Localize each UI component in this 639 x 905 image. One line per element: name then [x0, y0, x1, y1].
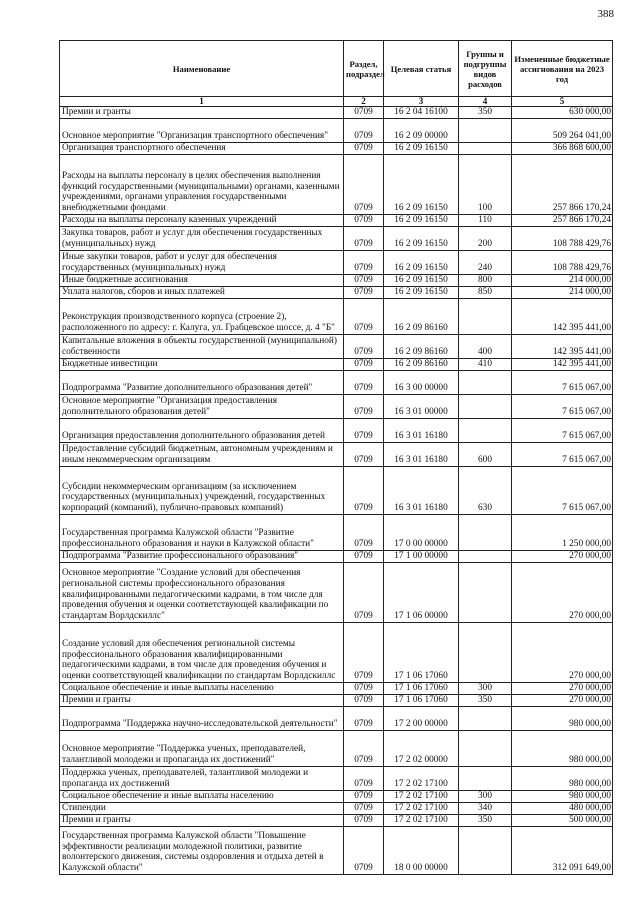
- row-section: 0709: [344, 299, 384, 335]
- row-amount: 980 000,00: [512, 767, 613, 791]
- row-name: Государственная программа Калужской области "Повышение эффективности реализации молодежной политики, развитие волонтерского движения, системы оздоровления и отдыха детей в Калужской области": [60, 827, 344, 875]
- row-name: Уплата налогов, сборов и иных платежей: [60, 287, 344, 299]
- row-name: Субсидии некоммерческим организациям (за исключением государственных (муниципальных) учреждений, государственных корпораций (компаний), публично-правовых компаний): [60, 467, 344, 515]
- row-amount: 108 788 429,76: [512, 251, 613, 275]
- row-section: 0709: [344, 827, 384, 875]
- table-row: [60, 515, 613, 551]
- row-amount: 270 000,00: [512, 563, 613, 623]
- row-group: 100: [459, 155, 512, 215]
- column-number: 4: [459, 97, 512, 107]
- row-amount: 7 615 067,00: [512, 467, 613, 515]
- row-group: 350: [459, 107, 512, 119]
- row-amount: 500 000,00: [512, 815, 613, 827]
- row-name: Реконструкция производственного корпуса (строение 2), расположенного по адресу: г. Калуга, ул. Грабцевское шоссе, д. 4 "Б": [60, 299, 344, 335]
- row-section: 0709: [344, 683, 384, 695]
- row-amount: 480 000,00: [512, 803, 613, 815]
- row-group: 800: [459, 275, 512, 287]
- row-name: Социальное обеспечение и иные выплаты населению: [60, 683, 344, 695]
- column-number: 5: [512, 97, 613, 107]
- row-group: 850: [459, 287, 512, 299]
- table-row: [60, 275, 613, 287]
- table-row: [60, 359, 613, 371]
- row-name: Расходы на выплаты персоналу казенных учреждений: [60, 215, 344, 227]
- table-row: [60, 395, 613, 419]
- row-article: 16 2 09 16150: [384, 227, 459, 251]
- row-amount: 142 395 441,00: [512, 335, 613, 359]
- row-article: 17 0 00 00000: [384, 515, 459, 551]
- row-article: 18 0 00 00000: [384, 827, 459, 875]
- row-amount: 1 250 000,00: [512, 515, 613, 551]
- table-row: [60, 443, 613, 467]
- row-amount: 7 615 067,00: [512, 371, 613, 395]
- table-row: [60, 227, 613, 251]
- row-amount: 7 615 067,00: [512, 419, 613, 443]
- row-section: 0709: [344, 275, 384, 287]
- row-section: 0709: [344, 215, 384, 227]
- row-article: 16 3 00 00000: [384, 371, 459, 395]
- row-article: 16 2 09 86160: [384, 359, 459, 371]
- row-article: 16 2 09 16150: [384, 143, 459, 155]
- row-name: Подпрограмма "Поддержка научно-исследовательской деятельности": [60, 707, 344, 731]
- row-article: 17 2 02 17100: [384, 803, 459, 815]
- row-amount: 214 000,00: [512, 275, 613, 287]
- row-name: Государственная программа Калужской области "Развитие профессионального образования и науки в Калужской области": [60, 515, 344, 551]
- row-section: 0709: [344, 155, 384, 215]
- row-amount: 980 000,00: [512, 731, 613, 767]
- row-article: 17 1 06 17060: [384, 695, 459, 707]
- row-name: Подпрограмма "Развитие дополнительного образования детей": [60, 371, 344, 395]
- row-amount: 630 000,00: [512, 107, 613, 119]
- row-section: 0709: [344, 395, 384, 419]
- row-group: [459, 419, 512, 443]
- row-name: Основное мероприятие "Организация предоставления дополнительного образования детей": [60, 395, 344, 419]
- row-section: 0709: [344, 251, 384, 275]
- row-group: 240: [459, 251, 512, 275]
- table-row: [60, 731, 613, 767]
- row-amount: 366 868 600,00: [512, 143, 613, 155]
- row-article: 16 2 09 00000: [384, 119, 459, 143]
- row-section: 0709: [344, 467, 384, 515]
- row-group: 350: [459, 815, 512, 827]
- row-article: 17 2 00 00000: [384, 707, 459, 731]
- row-group: 630: [459, 467, 512, 515]
- row-article: 17 1 06 00000: [384, 563, 459, 623]
- row-section: 0709: [344, 227, 384, 251]
- row-group: [459, 707, 512, 731]
- row-section: 0709: [344, 287, 384, 299]
- row-group: [459, 827, 512, 875]
- row-section: 0709: [344, 551, 384, 563]
- table-row: [60, 815, 613, 827]
- row-name: Иные бюджетные ассигнования: [60, 275, 344, 287]
- table-row: [60, 623, 613, 683]
- table-row: [60, 707, 613, 731]
- row-name: Иные закупки товаров, работ и услуг для обеспечения государственных (муниципальных) нужд: [60, 251, 344, 275]
- row-article: 16 3 01 16180: [384, 443, 459, 467]
- row-section: 0709: [344, 695, 384, 707]
- row-section: 0709: [344, 563, 384, 623]
- table-row: [60, 767, 613, 791]
- column-number: 3: [384, 97, 459, 107]
- table-row: [60, 215, 613, 227]
- row-section: 0709: [344, 515, 384, 551]
- table-row: [60, 299, 613, 335]
- row-section: 0709: [344, 371, 384, 395]
- row-amount: 270 000,00: [512, 623, 613, 683]
- row-amount: 142 395 441,00: [512, 359, 613, 371]
- table-row: [60, 563, 613, 623]
- row-group: [459, 299, 512, 335]
- row-name: Расходы на выплаты персоналу в целях обеспечения выполнения функций государственными (муниципальными) органами, казенными учреждениями, органами управления государственными внебюджетными фондами: [60, 155, 344, 215]
- row-amount: 7 615 067,00: [512, 395, 613, 419]
- row-group: 110: [459, 215, 512, 227]
- table-row: [60, 107, 613, 119]
- row-amount: 7 615 067,00: [512, 443, 613, 467]
- row-section: 0709: [344, 767, 384, 791]
- row-amount: 980 000,00: [512, 791, 613, 803]
- row-name: Организация предоставления дополнительного образования детей: [60, 419, 344, 443]
- row-section: 0709: [344, 419, 384, 443]
- header-groups: Группы и подгруппы видов расходов: [459, 41, 512, 97]
- row-group: [459, 395, 512, 419]
- row-article: 16 2 04 16100: [384, 107, 459, 119]
- row-section: 0709: [344, 731, 384, 767]
- header-article: Целевая статья: [384, 41, 459, 97]
- row-section: 0709: [344, 143, 384, 155]
- row-name: Подпрограмма "Развитие профессионального образования": [60, 551, 344, 563]
- row-group: [459, 515, 512, 551]
- table-row: [60, 119, 613, 143]
- table-row: [60, 695, 613, 707]
- row-group: 300: [459, 683, 512, 695]
- row-section: 0709: [344, 119, 384, 143]
- row-article: 16 2 09 16150: [384, 215, 459, 227]
- table-row: [60, 467, 613, 515]
- row-article: 16 2 09 16150: [384, 287, 459, 299]
- row-amount: 270 000,00: [512, 695, 613, 707]
- column-number: 2: [344, 97, 384, 107]
- row-article: 16 2 09 16150: [384, 251, 459, 275]
- row-group: 410: [459, 359, 512, 371]
- row-amount: 257 866 170,24: [512, 215, 613, 227]
- row-amount: 312 091 649,00: [512, 827, 613, 875]
- row-amount: 142 395 441,00: [512, 299, 613, 335]
- row-article: 16 3 01 16180: [384, 419, 459, 443]
- row-article: 16 2 09 16150: [384, 275, 459, 287]
- row-name: Стипендии: [60, 803, 344, 815]
- row-section: 0709: [344, 107, 384, 119]
- table-row: [60, 335, 613, 359]
- page-number: 388: [597, 8, 614, 20]
- row-name: Премии и гранты: [60, 107, 344, 119]
- row-section: 0709: [344, 443, 384, 467]
- row-amount: 270 000,00: [512, 683, 613, 695]
- row-group: 600: [459, 443, 512, 467]
- row-amount: 257 866 170,24: [512, 155, 613, 215]
- row-group: [459, 371, 512, 395]
- row-article: 17 1 06 17060: [384, 623, 459, 683]
- row-group: [459, 767, 512, 791]
- row-group: [459, 119, 512, 143]
- table-body: [60, 107, 613, 875]
- row-section: 0709: [344, 623, 384, 683]
- row-article: 17 2 02 17100: [384, 767, 459, 791]
- row-name: Поддержка ученых, преподавателей, талантливой молодежи и пропаганда их достижений: [60, 767, 344, 791]
- row-amount: 214 000,00: [512, 287, 613, 299]
- table-row: [60, 827, 613, 875]
- row-group: [459, 731, 512, 767]
- row-amount: 980 000,00: [512, 707, 613, 731]
- row-amount: 509 264 041,00: [512, 119, 613, 143]
- column-number: 1: [60, 97, 344, 107]
- row-name: Бюджетные инвестиции: [60, 359, 344, 371]
- table-row: [60, 419, 613, 443]
- row-amount: 270 000,00: [512, 551, 613, 563]
- row-amount: 108 788 429,76: [512, 227, 613, 251]
- header-name: Наименование: [60, 41, 344, 97]
- row-name: Премии и гранты: [60, 695, 344, 707]
- row-name: Основное мероприятие "Создание условий для обеспечения региональной системы профессионального образования квалифицированными педагогическими кадрами, в том числе для проведения обучения и оценки соответствующей квалификации по стандартам Ворлдскиллс": [60, 563, 344, 623]
- row-section: 0709: [344, 815, 384, 827]
- table-row: [60, 155, 613, 215]
- row-group: 200: [459, 227, 512, 251]
- row-name: Организация транспортного обеспечения: [60, 143, 344, 155]
- row-group: 340: [459, 803, 512, 815]
- table-row: [60, 803, 613, 815]
- row-name: Социальное обеспечение и иные выплаты населению: [60, 791, 344, 803]
- table-row: [60, 143, 613, 155]
- header-section: Раздел, подраздел: [344, 41, 384, 97]
- row-section: 0709: [344, 803, 384, 815]
- table-row: [60, 371, 613, 395]
- row-name: Основное мероприятие "Поддержка ученых, преподавателей, талантливой молодежи и пропаганда их достижений": [60, 731, 344, 767]
- row-name: Создание условий для обеспечения региональной системы профессионального образования квалифицированными педагогическими кадрами, в том числе для проведения обучения и оценки соответствующей квалификации по стандартам Ворлдскиллс: [60, 623, 344, 683]
- row-section: 0709: [344, 359, 384, 371]
- row-article: 17 2 02 00000: [384, 731, 459, 767]
- row-group: [459, 623, 512, 683]
- row-name: Предоставление субсидий бюджетным, автономным учреждениям и иным некоммерческим организациям: [60, 443, 344, 467]
- table-row: [60, 683, 613, 695]
- row-article: 16 2 09 16150: [384, 155, 459, 215]
- row-article: 16 3 01 00000: [384, 395, 459, 419]
- row-article: 16 2 09 86160: [384, 299, 459, 335]
- table-row: [60, 791, 613, 803]
- row-group: 300: [459, 791, 512, 803]
- row-group: [459, 563, 512, 623]
- row-group: [459, 143, 512, 155]
- row-article: 17 2 02 17100: [384, 791, 459, 803]
- row-section: 0709: [344, 791, 384, 803]
- row-group: 350: [459, 695, 512, 707]
- row-name: Капитальные вложения в объекты государственной (муниципальной) собственности: [60, 335, 344, 359]
- row-section: 0709: [344, 335, 384, 359]
- table-row: [60, 287, 613, 299]
- row-article: 16 2 09 86160: [384, 335, 459, 359]
- table-row: [60, 251, 613, 275]
- row-article: 17 1 06 17060: [384, 683, 459, 695]
- row-article: 17 1 00 00000: [384, 551, 459, 563]
- row-article: 16 3 01 16180: [384, 467, 459, 515]
- header-amount: Измененные бюджетные ассигнования на 2023 год: [512, 41, 613, 97]
- table-row: [60, 551, 613, 563]
- row-group: [459, 551, 512, 563]
- budget-table: [59, 40, 613, 875]
- row-name: Закупка товаров, работ и услуг для обеспечения государственных (муниципальных) нужд: [60, 227, 344, 251]
- row-section: 0709: [344, 707, 384, 731]
- row-group: 400: [459, 335, 512, 359]
- row-name: Премии и гранты: [60, 815, 344, 827]
- row-article: 17 2 02 17100: [384, 815, 459, 827]
- row-name: Основное мероприятие "Организация транспортного обеспечения": [60, 119, 344, 143]
